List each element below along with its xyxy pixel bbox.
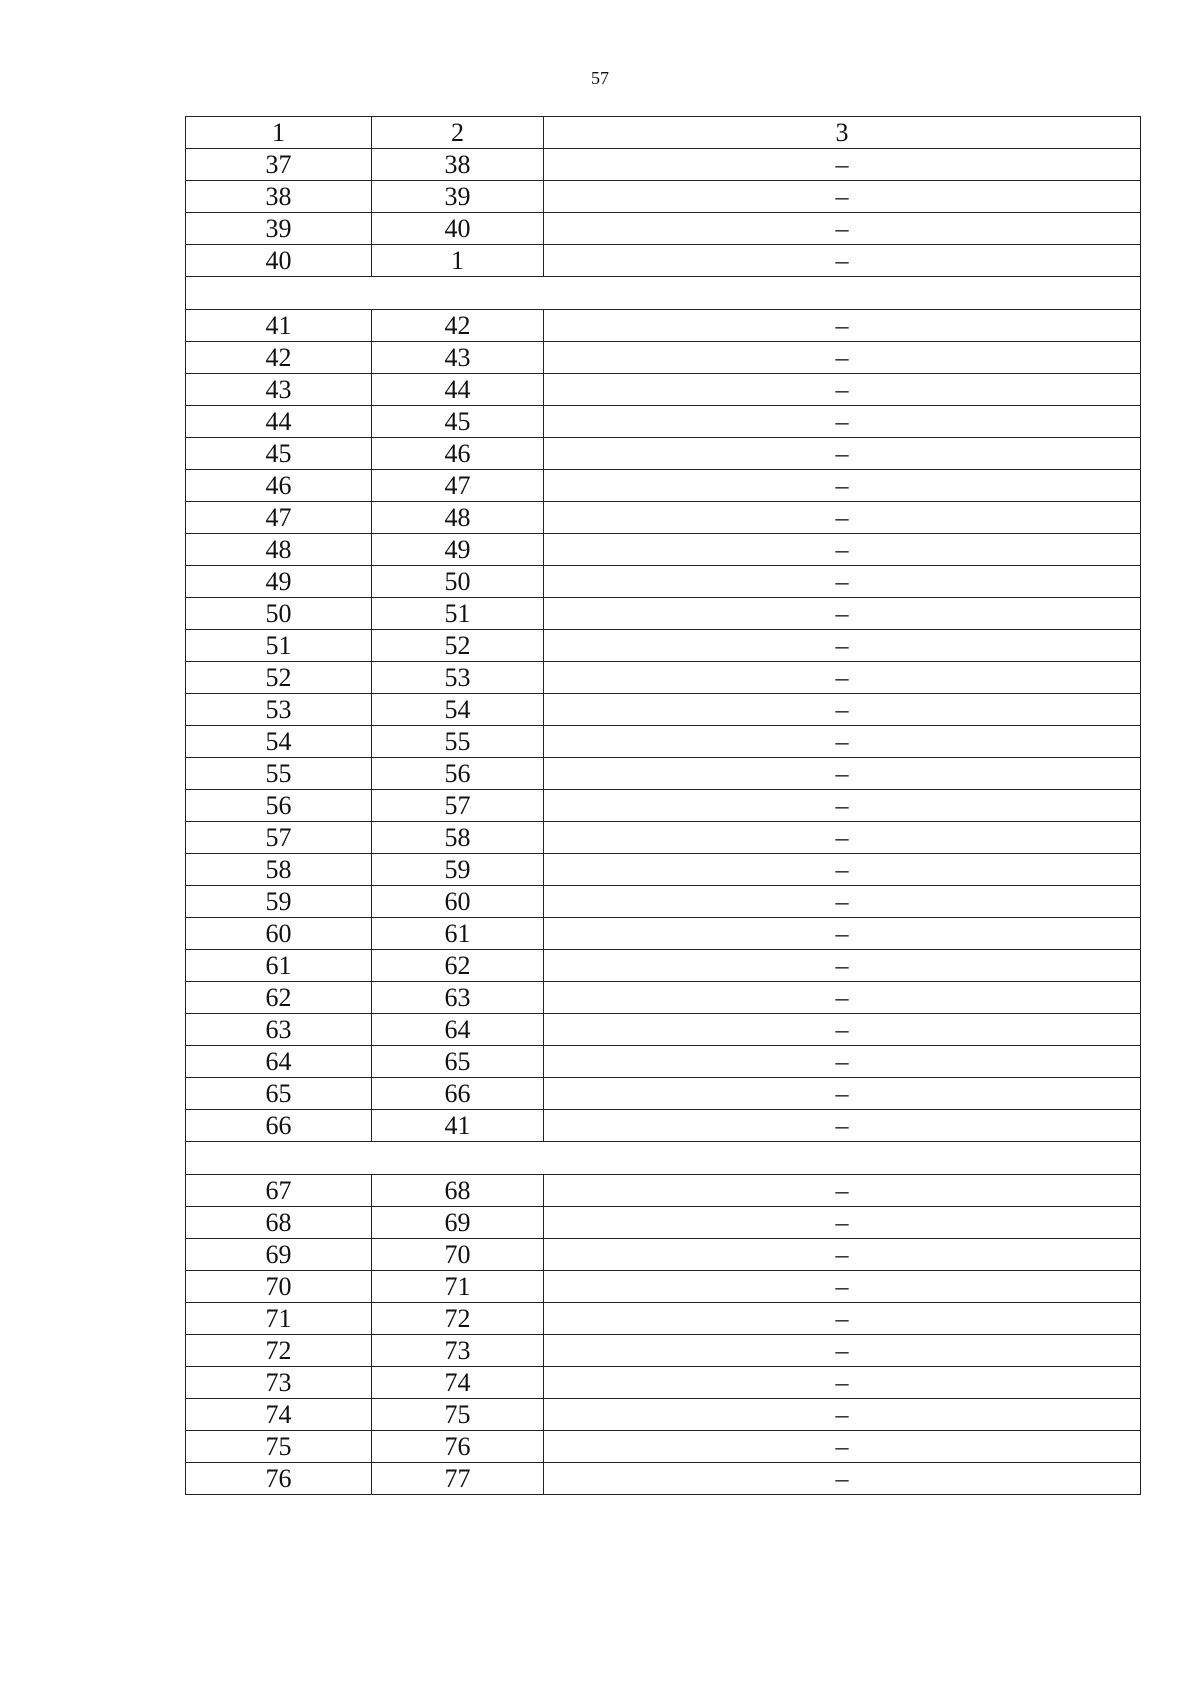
table-cell-col-2: 63	[372, 982, 544, 1014]
table-row	[186, 438, 1141, 470]
column-header-1: 1	[186, 117, 372, 149]
table-cell-col-1: 67	[186, 1175, 372, 1207]
table-cell-col-1: 69	[186, 1239, 372, 1271]
table-row	[186, 1335, 1141, 1367]
table-cell-col-1: 66	[186, 1110, 372, 1142]
table-row	[186, 982, 1141, 1014]
table-row	[186, 1399, 1141, 1431]
table-row	[186, 213, 1141, 245]
table-cell-col-1: 64	[186, 1046, 372, 1078]
table-cell-col-2: 41	[372, 1110, 544, 1142]
table-cell-col-3: –	[544, 149, 1141, 181]
table-cell-col-2: 54	[372, 694, 544, 726]
table-row	[186, 1431, 1141, 1463]
table-cell-col-3: –	[544, 1110, 1141, 1142]
table-cell-col-1: 61	[186, 950, 372, 982]
table-header-row	[186, 117, 1141, 149]
table-cell-col-2: 53	[372, 662, 544, 694]
table-cell-col-2: 51	[372, 598, 544, 630]
table-cell-col-1: 40	[186, 245, 372, 277]
table-row	[186, 1463, 1141, 1495]
table-cell-col-2: 61	[372, 918, 544, 950]
table-row	[186, 822, 1141, 854]
table-cell-col-3: –	[544, 918, 1141, 950]
table-cell-col-2: 44	[372, 374, 544, 406]
table-row	[186, 534, 1141, 566]
table-cell-col-2: 69	[372, 1207, 544, 1239]
table-cell-col-3: –	[544, 950, 1141, 982]
table-cell-col-2: 38	[372, 149, 544, 181]
table-cell-col-2: 57	[372, 790, 544, 822]
table-cell-col-2: 65	[372, 1046, 544, 1078]
table-row	[186, 470, 1141, 502]
table-cell-col-3: –	[544, 790, 1141, 822]
table-cell-col-2: 70	[372, 1239, 544, 1271]
table-cell-col-1: 70	[186, 1271, 372, 1303]
table-cell-col-1: 42	[186, 342, 372, 374]
table-cell-col-1: 74	[186, 1399, 372, 1431]
table-cell-col-3: –	[544, 245, 1141, 277]
table-cell-col-2: 73	[372, 1335, 544, 1367]
table-cell-col-1: 75	[186, 1431, 372, 1463]
group-separator-row	[186, 277, 1141, 310]
table-cell-col-1: 63	[186, 1014, 372, 1046]
table-cell-col-3: –	[544, 1014, 1141, 1046]
group-separator-cell	[186, 277, 1141, 310]
group-separator-cell	[186, 1142, 1141, 1175]
table-cell-col-3: –	[544, 1239, 1141, 1271]
table-cell-col-3: –	[544, 726, 1141, 758]
table-row	[186, 662, 1141, 694]
table-cell-col-3: –	[544, 310, 1141, 342]
table-row	[186, 1110, 1141, 1142]
table-cell-col-2: 71	[372, 1271, 544, 1303]
table-cell-col-2: 45	[372, 406, 544, 438]
table-row	[186, 406, 1141, 438]
table-row	[186, 1367, 1141, 1399]
table-cell-col-3: –	[544, 1175, 1141, 1207]
table-row	[186, 598, 1141, 630]
table-cell-col-3: –	[544, 982, 1141, 1014]
table-cell-col-3: –	[544, 1431, 1141, 1463]
table-cell-col-2: 46	[372, 438, 544, 470]
table-cell-col-2: 40	[372, 213, 544, 245]
table-row	[186, 181, 1141, 213]
table-cell-col-3: –	[544, 406, 1141, 438]
table-cell-col-2: 39	[372, 181, 544, 213]
table-cell-col-3: –	[544, 854, 1141, 886]
table-cell-col-1: 44	[186, 406, 372, 438]
table-cell-col-2: 68	[372, 1175, 544, 1207]
table-cell-col-1: 53	[186, 694, 372, 726]
table-cell-col-1: 65	[186, 1078, 372, 1110]
table-cell-col-2: 43	[372, 342, 544, 374]
table-cell-col-2: 59	[372, 854, 544, 886]
table-row	[186, 502, 1141, 534]
table-cell-col-2: 56	[372, 758, 544, 790]
table-cell-col-2: 64	[372, 1014, 544, 1046]
table-cell-col-3: –	[544, 470, 1141, 502]
table-cell-col-1: 59	[186, 886, 372, 918]
table-cell-col-1: 62	[186, 982, 372, 1014]
table-row	[186, 886, 1141, 918]
table-cell-col-2: 52	[372, 630, 544, 662]
column-header-2: 2	[372, 117, 544, 149]
page-number: 57	[591, 68, 609, 88]
table-row	[186, 758, 1141, 790]
table-cell-col-2: 48	[372, 502, 544, 534]
table-cell-col-3: –	[544, 598, 1141, 630]
table-cell-col-1: 41	[186, 310, 372, 342]
table-cell-col-3: –	[544, 1078, 1141, 1110]
table-row	[186, 1014, 1141, 1046]
table-cell-col-2: 55	[372, 726, 544, 758]
table-row	[186, 726, 1141, 758]
table-cell-col-1: 73	[186, 1367, 372, 1399]
table-cell-col-3: –	[544, 1399, 1141, 1431]
table-row	[186, 694, 1141, 726]
table-row	[186, 1303, 1141, 1335]
table-cell-col-1: 37	[186, 149, 372, 181]
table-row	[186, 1046, 1141, 1078]
table-cell-col-1: 50	[186, 598, 372, 630]
table-cell-col-2: 58	[372, 822, 544, 854]
table-cell-col-1: 39	[186, 213, 372, 245]
table-row	[186, 950, 1141, 982]
table-cell-col-3: –	[544, 1335, 1141, 1367]
table-cell-col-1: 47	[186, 502, 372, 534]
table-cell-col-3: –	[544, 566, 1141, 598]
table-row	[186, 342, 1141, 374]
table-cell-col-3: –	[544, 1303, 1141, 1335]
table-row	[186, 374, 1141, 406]
table-row	[186, 310, 1141, 342]
table-cell-col-3: –	[544, 181, 1141, 213]
table-cell-col-3: –	[544, 342, 1141, 374]
table-row	[186, 566, 1141, 598]
table-cell-col-1: 46	[186, 470, 372, 502]
table-cell-col-3: –	[544, 1463, 1141, 1495]
table-cell-col-2: 47	[372, 470, 544, 502]
table-cell-col-3: –	[544, 1367, 1141, 1399]
table-cell-col-3: –	[544, 1271, 1141, 1303]
table-cell-col-2: 66	[372, 1078, 544, 1110]
table-cell-col-1: 45	[186, 438, 372, 470]
table-cell-col-3: –	[544, 758, 1141, 790]
table-cell-col-1: 54	[186, 726, 372, 758]
group-separator-row	[186, 1142, 1141, 1175]
table-row	[186, 1175, 1141, 1207]
table-cell-col-1: 56	[186, 790, 372, 822]
table-cell-col-1: 51	[186, 630, 372, 662]
table-cell-col-3: –	[544, 662, 1141, 694]
table-row	[186, 149, 1141, 181]
table-cell-col-1: 71	[186, 1303, 372, 1335]
table-row	[186, 1271, 1141, 1303]
table-row	[186, 1078, 1141, 1110]
table-cell-col-3: –	[544, 694, 1141, 726]
table-cell-col-1: 49	[186, 566, 372, 598]
table-cell-col-1: 38	[186, 181, 372, 213]
table-cell-col-2: 77	[372, 1463, 544, 1495]
table-cell-col-2: 60	[372, 886, 544, 918]
table-cell-col-3: –	[544, 438, 1141, 470]
table-cell-col-2: 72	[372, 1303, 544, 1335]
data-table	[185, 116, 1141, 1495]
table-cell-col-3: –	[544, 630, 1141, 662]
table-cell-col-2: 42	[372, 310, 544, 342]
table-row	[186, 854, 1141, 886]
table-cell-col-2: 74	[372, 1367, 544, 1399]
table-row	[186, 790, 1141, 822]
table-row	[186, 245, 1141, 277]
table-row	[186, 1207, 1141, 1239]
table-cell-col-3: –	[544, 534, 1141, 566]
table-cell-col-1: 48	[186, 534, 372, 566]
column-header-3: 3	[544, 117, 1141, 149]
table-cell-col-1: 43	[186, 374, 372, 406]
table-cell-col-1: 68	[186, 1207, 372, 1239]
table-cell-col-3: –	[544, 213, 1141, 245]
table-cell-col-3: –	[544, 374, 1141, 406]
table-cell-col-1: 76	[186, 1463, 372, 1495]
table-row	[186, 918, 1141, 950]
table-cell-col-1: 57	[186, 822, 372, 854]
table-body	[186, 117, 1141, 1495]
table-cell-col-1: 52	[186, 662, 372, 694]
table-cell-col-2: 76	[372, 1431, 544, 1463]
table-cell-col-1: 58	[186, 854, 372, 886]
table-cell-col-3: –	[544, 1207, 1141, 1239]
table-cell-col-3: –	[544, 1046, 1141, 1078]
table-cell-col-2: 49	[372, 534, 544, 566]
table-row	[186, 1239, 1141, 1271]
table-cell-col-3: –	[544, 822, 1141, 854]
table-cell-col-2: 50	[372, 566, 544, 598]
table-cell-col-2: 1	[372, 245, 544, 277]
table-cell-col-1: 55	[186, 758, 372, 790]
table-cell-col-2: 75	[372, 1399, 544, 1431]
table-row	[186, 630, 1141, 662]
table-cell-col-3: –	[544, 502, 1141, 534]
table-cell-col-3: –	[544, 886, 1141, 918]
table-cell-col-1: 72	[186, 1335, 372, 1367]
table-cell-col-1: 60	[186, 918, 372, 950]
table-cell-col-2: 62	[372, 950, 544, 982]
